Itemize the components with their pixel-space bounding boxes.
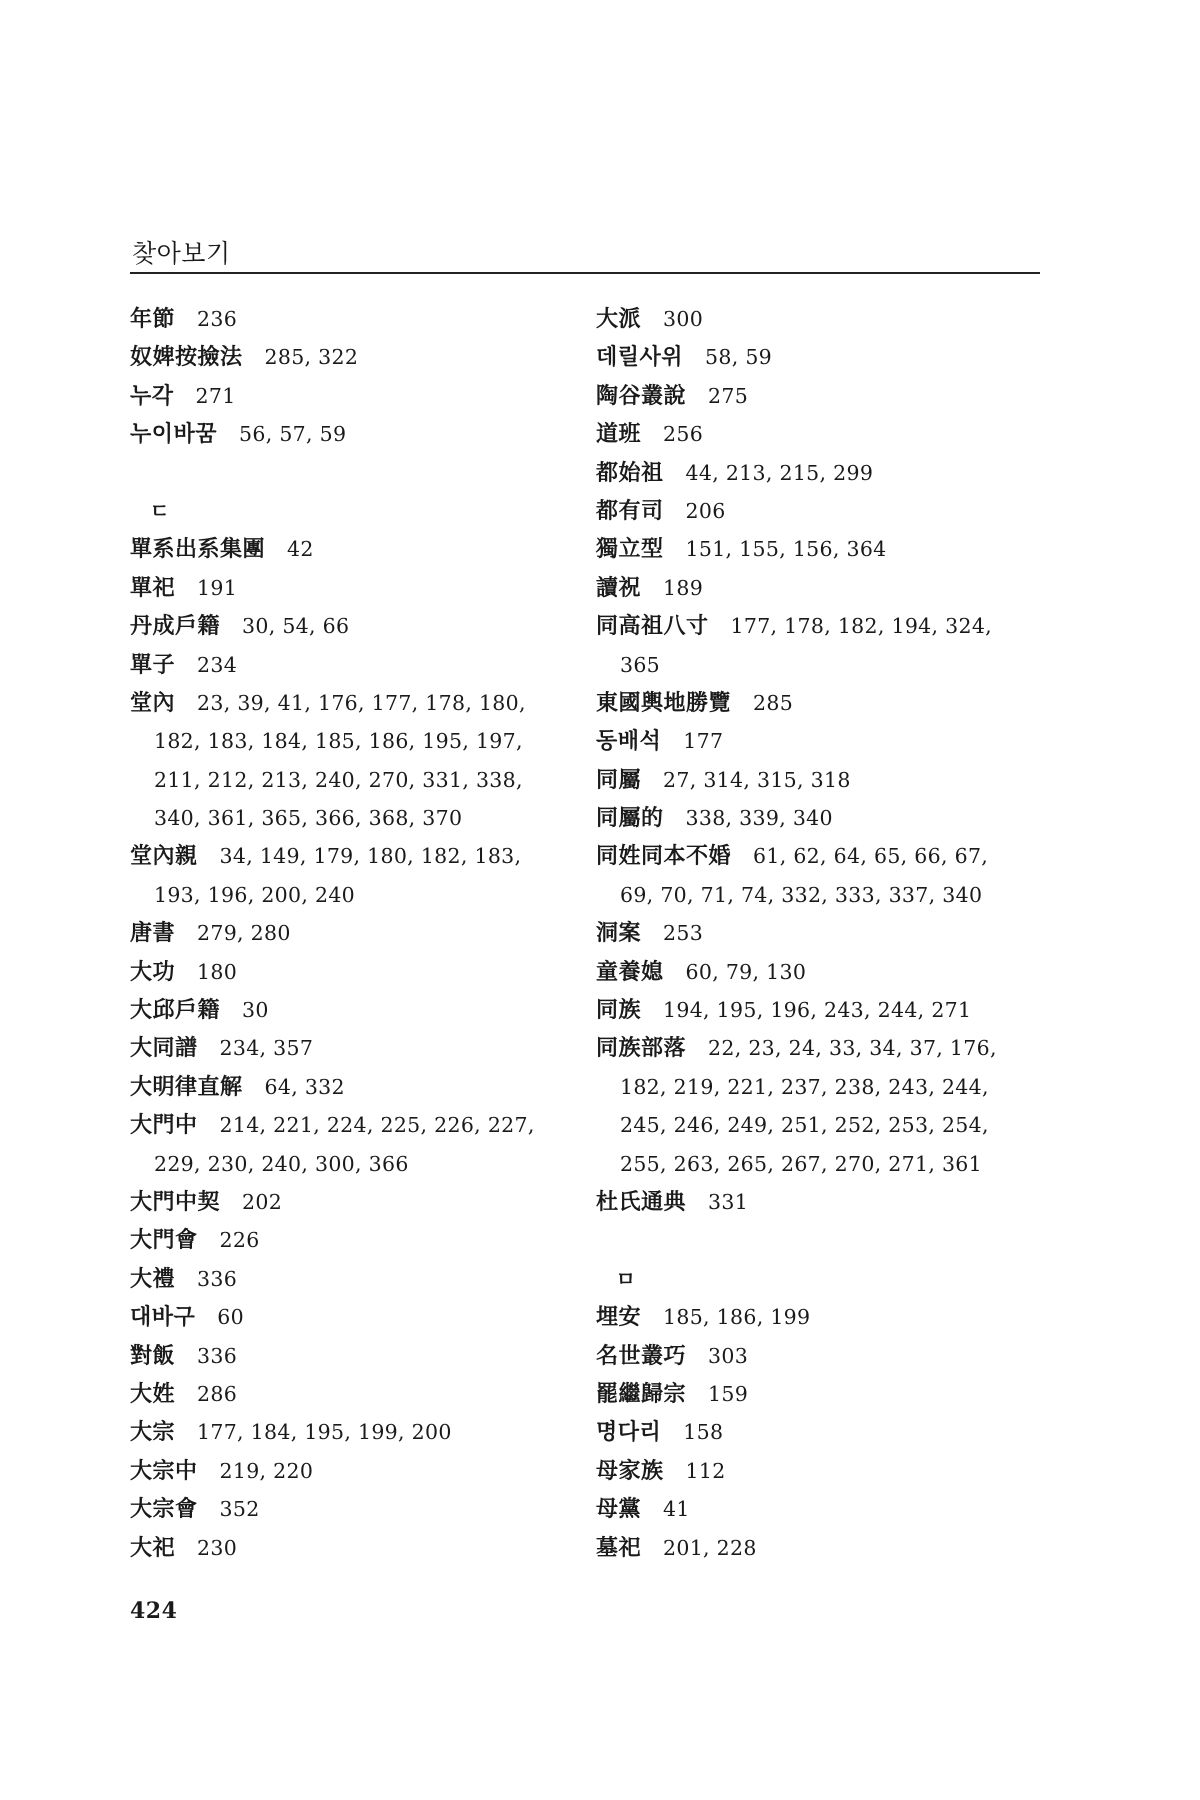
index-entry <box>130 1529 570 1567</box>
index-entry <box>596 530 1046 568</box>
entry-pages: 159 <box>708 1381 749 1406</box>
entry-term: 누이바꿈 <box>130 422 218 448</box>
index-entry <box>130 1490 570 1528</box>
entry-term: 大門中契 <box>130 1189 221 1215</box>
entry-pages: 64, 332 <box>264 1074 345 1099</box>
index-entry <box>130 837 570 875</box>
index-entry <box>596 1298 1046 1336</box>
page-number: 424 <box>130 1598 178 1624</box>
entry-term: 명다리 <box>596 1420 662 1446</box>
section-letter: ㄷ <box>150 498 170 523</box>
entry-pages: 300 <box>663 307 704 331</box>
index-entry <box>130 1221 570 1259</box>
index-entry <box>130 338 570 376</box>
entry-term: 讀祝 <box>596 575 642 601</box>
index-entry <box>130 607 570 645</box>
entry-term: 道班 <box>596 422 642 448</box>
entry-pages: 151, 155, 156, 364 <box>685 537 887 562</box>
index-entry <box>596 1183 1046 1221</box>
entry-term: 同屬的 <box>596 806 664 832</box>
entry-term: 同族 <box>596 998 642 1024</box>
entry-pages: 338, 339, 340 <box>685 806 833 831</box>
entry-term: 大門會 <box>130 1228 198 1254</box>
entry-term: 單系出系集團 <box>130 537 266 563</box>
index-entry <box>596 1413 1046 1451</box>
entry-pages: 230 <box>197 1535 238 1560</box>
index-entry <box>130 300 570 338</box>
entry-pages: 42 <box>287 537 314 562</box>
entry-pages: 177, 178, 182, 194, 324, <box>730 614 993 639</box>
index-entry <box>596 569 1046 607</box>
entry-term: 데릴사위 <box>596 345 684 371</box>
index-entry <box>130 377 570 415</box>
entry-pages: 23, 39, 41, 176, 177, 178, 180, <box>197 690 526 715</box>
entry-pages: 336 <box>197 1266 238 1291</box>
entry-pages: 285, 322 <box>264 345 359 370</box>
blank-line <box>596 1221 1046 1259</box>
index-entry-continuation: 340, 361, 365, 366, 368, 370 <box>154 806 463 831</box>
index-entry <box>596 1337 1046 1375</box>
entry-pages: 112 <box>685 1458 726 1483</box>
section-letter: ㅁ <box>616 1266 636 1291</box>
index-entry <box>130 1337 570 1375</box>
entry-pages: 56, 57, 59 <box>239 422 347 447</box>
entry-pages: 189 <box>663 575 704 600</box>
entry-pages: 60 <box>217 1305 244 1330</box>
entry-term: 單祀 <box>130 575 176 601</box>
entry-term: 杜氏通典 <box>596 1189 687 1215</box>
entry-pages: 271 <box>195 383 236 408</box>
index-entry <box>130 415 570 453</box>
entry-pages: 180 <box>197 959 238 984</box>
entry-term: 大宗會 <box>130 1497 198 1523</box>
index-entry-continuation: 211, 212, 213, 240, 270, 331, 338, <box>154 767 523 792</box>
index-entry <box>596 722 1046 760</box>
index-entry <box>596 799 1046 837</box>
entry-term: 奴婢按撿法 <box>130 345 243 371</box>
index-entry-continuation: 255, 263, 265, 267, 270, 271, 361 <box>620 1151 982 1176</box>
index-entry <box>130 1183 570 1221</box>
index-entry <box>130 646 570 684</box>
entry-pages: 285 <box>753 690 794 715</box>
entry-term: 大同譜 <box>130 1036 198 1062</box>
entry-pages: 60, 79, 130 <box>685 959 807 984</box>
entry-pages: 158 <box>683 1420 724 1445</box>
index-entry <box>130 953 570 991</box>
entry-pages: 236 <box>197 307 238 331</box>
entry-pages: 256 <box>663 422 704 447</box>
entry-term: 同屬 <box>596 767 642 793</box>
entry-term: 누각 <box>130 383 174 409</box>
entry-pages: 194, 195, 196, 243, 244, 271 <box>663 998 972 1023</box>
entry-pages: 22, 23, 24, 33, 34, 37, 176, <box>708 1036 997 1061</box>
blank-line <box>130 454 570 492</box>
index-entry <box>596 684 1046 722</box>
entry-term: 洞案 <box>596 921 642 947</box>
index-entry <box>596 607 1046 645</box>
entry-term: 埋安 <box>596 1305 642 1331</box>
entry-pages: 30 <box>242 998 269 1023</box>
entry-pages: 191 <box>197 575 238 600</box>
entry-pages: 336 <box>197 1343 238 1368</box>
entry-pages: 185, 186, 199 <box>663 1305 811 1330</box>
entry-pages: 27, 314, 315, 318 <box>663 767 851 792</box>
index-entry <box>130 684 570 722</box>
index-entry <box>130 991 570 1029</box>
entry-pages: 214, 221, 224, 225, 226, 227, <box>219 1113 535 1138</box>
entry-pages: 303 <box>708 1343 749 1368</box>
entry-term: 年節 <box>130 307 176 332</box>
index-entry <box>130 1413 570 1451</box>
index-entry-continuation: 245, 246, 249, 251, 252, 253, 254, <box>620 1113 989 1138</box>
index-entry <box>130 1452 570 1490</box>
entry-pages: 177, 184, 195, 199, 200 <box>197 1420 452 1445</box>
index-entry-continuation: 69, 70, 71, 74, 332, 333, 337, 340 <box>620 882 983 907</box>
entry-term: 同姓同本不婚 <box>596 844 732 870</box>
entry-pages: 58, 59 <box>705 345 773 370</box>
index-entry <box>596 953 1046 991</box>
index-entry <box>596 454 1046 492</box>
index-entry-continuation: 365 <box>620 652 661 677</box>
entry-pages: 202 <box>242 1189 283 1214</box>
index-entry <box>596 991 1046 1029</box>
header-title: 찾아보기 <box>132 239 231 268</box>
entry-pages: 206 <box>685 498 726 523</box>
entry-term: 大門中 <box>130 1113 198 1139</box>
running-header <box>130 232 1040 274</box>
index-entry <box>596 1490 1046 1528</box>
entry-term: 對飯 <box>130 1343 176 1369</box>
index-entry <box>596 1029 1046 1067</box>
entry-term: 大宗 <box>130 1420 176 1446</box>
index-entry <box>130 1375 570 1413</box>
entry-term: 大姓 <box>130 1381 176 1407</box>
entry-term: 單子 <box>130 652 176 678</box>
index-entry-continuation: 182, 183, 184, 185, 186, 195, 197, <box>154 729 523 754</box>
index-entry <box>130 1068 570 1106</box>
entry-term: 同高祖八寸 <box>596 614 709 640</box>
index-entry <box>130 530 570 568</box>
index-entry <box>130 1106 570 1144</box>
entry-term: 大宗中 <box>130 1458 198 1484</box>
index-entry-continuation: 182, 219, 221, 237, 238, 243, 244, <box>620 1074 989 1099</box>
entry-pages: 201, 228 <box>663 1535 757 1560</box>
entry-pages: 226 <box>219 1228 260 1253</box>
index-entry <box>596 415 1046 453</box>
entry-pages: 219, 220 <box>219 1458 314 1483</box>
entry-pages: 286 <box>197 1381 238 1406</box>
index-entry <box>596 492 1046 530</box>
index-entry <box>596 914 1046 952</box>
index-entry <box>596 338 1046 376</box>
entry-pages: 30, 54, 66 <box>242 614 350 639</box>
entry-term: 罷繼歸宗 <box>596 1381 687 1407</box>
entry-term: 同族部落 <box>596 1036 687 1062</box>
entry-term: 東國輿地勝覽 <box>596 690 732 716</box>
entry-pages: 234 <box>197 652 238 677</box>
entry-pages: 279, 280 <box>197 921 291 946</box>
entry-term: 堂內 <box>130 690 176 716</box>
index-entry <box>596 377 1046 415</box>
entry-term: 丹成戶籍 <box>130 614 221 640</box>
entry-term: 獨立型 <box>596 537 664 563</box>
entry-term: 童養媳 <box>596 959 664 985</box>
entry-pages: 253 <box>663 921 704 946</box>
entry-term: 동배석 <box>596 729 662 755</box>
index-column-left <box>130 300 570 1567</box>
entry-pages: 44, 213, 215, 299 <box>685 460 874 485</box>
entry-term: 名世叢巧 <box>596 1343 687 1369</box>
entry-term: 堂內親 <box>130 844 198 870</box>
entry-pages: 331 <box>708 1189 749 1214</box>
entry-term: 唐書 <box>130 921 176 947</box>
index-entry <box>596 1452 1046 1490</box>
entry-pages: 177 <box>683 729 724 754</box>
entry-term: 陶谷叢說 <box>596 383 687 409</box>
entry-term: 大功 <box>130 959 176 985</box>
entry-pages: 275 <box>708 383 749 408</box>
entry-term: 대바구 <box>130 1305 196 1331</box>
entry-pages: 352 <box>219 1497 260 1522</box>
index-entry <box>130 914 570 952</box>
entry-pages: 234, 357 <box>219 1036 314 1061</box>
entry-pages: 34, 149, 179, 180, 182, 183, <box>219 844 522 869</box>
index-entry <box>130 1029 570 1067</box>
index-entry <box>130 569 570 607</box>
entry-term: 母家族 <box>596 1458 664 1484</box>
entry-term: 大祀 <box>130 1535 176 1561</box>
entry-term: 大明律直解 <box>130 1074 243 1100</box>
index-entry <box>596 1529 1046 1567</box>
entry-term: 都始祖 <box>596 460 664 486</box>
entry-term: 母黨 <box>596 1497 642 1523</box>
index-entry-continuation: 193, 196, 200, 240 <box>154 882 356 907</box>
index-entry <box>130 1298 570 1336</box>
index-entry <box>130 1260 570 1298</box>
index-entry <box>596 1375 1046 1413</box>
entry-term: 都有司 <box>596 498 664 524</box>
entry-term: 大禮 <box>130 1266 176 1292</box>
index-entry <box>596 837 1046 875</box>
entry-term: 大邱戶籍 <box>130 998 221 1024</box>
index-entry <box>596 761 1046 799</box>
entry-pages: 41 <box>663 1497 690 1522</box>
index-entry-continuation: 229, 230, 240, 300, 366 <box>154 1151 409 1176</box>
index-column-right <box>596 300 1046 1567</box>
entry-term: 大派 <box>596 307 642 332</box>
index-entry <box>596 300 1046 338</box>
entry-pages: 61, 62, 64, 65, 66, 67, <box>753 844 989 869</box>
entry-term: 墓祀 <box>596 1535 642 1561</box>
